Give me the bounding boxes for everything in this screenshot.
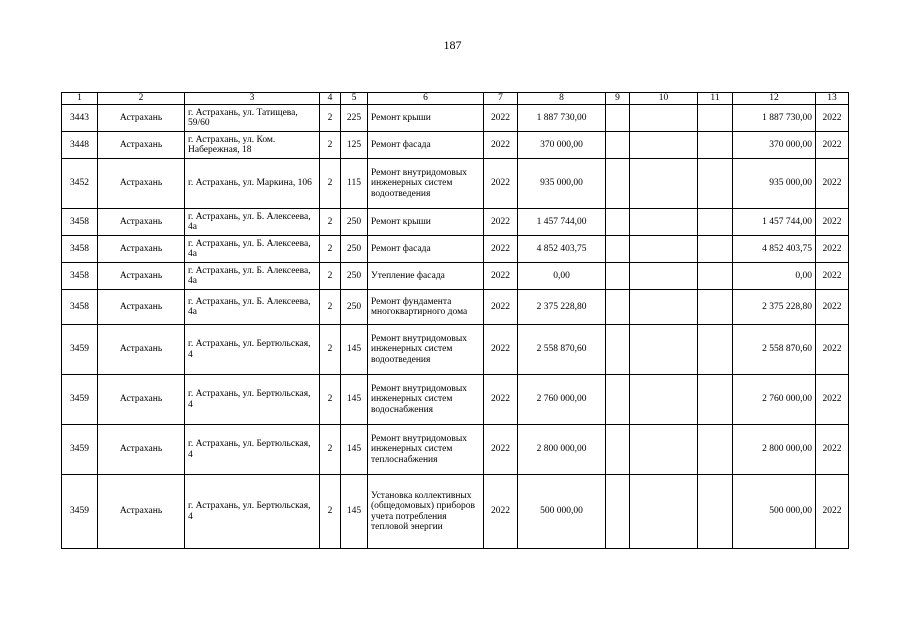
column-header-cell: 12 xyxy=(733,93,816,105)
column-9-cell xyxy=(606,290,630,325)
city-cell: Астрахань xyxy=(98,475,185,549)
completion-year-cell: 2022 xyxy=(816,325,849,375)
completion-year-cell: 2022 xyxy=(816,290,849,325)
column-4-cell: 2 xyxy=(320,209,341,236)
total-cost-cell: 370 000,00 xyxy=(733,132,816,159)
table-row xyxy=(62,325,849,375)
column-10-cell xyxy=(630,236,698,263)
table-row xyxy=(62,290,849,325)
column-11-cell xyxy=(698,475,733,549)
column-4-cell: 2 xyxy=(320,425,341,475)
row-id-cell: 3459 xyxy=(62,425,98,475)
cost-cell: 2 558 870,60 xyxy=(518,325,606,375)
column-9-cell xyxy=(606,132,630,159)
address-cell: г. Астрахань, ул. Б. Алексеева, 4а xyxy=(185,209,320,236)
column-11-cell xyxy=(698,159,733,209)
column-10-cell xyxy=(630,132,698,159)
cost-cell: 500 000,00 xyxy=(518,475,606,549)
cost-cell: 935 000,00 xyxy=(518,159,606,209)
column-4-cell: 2 xyxy=(320,475,341,549)
column-10-cell xyxy=(630,375,698,425)
column-5-cell: 125 xyxy=(341,132,368,159)
column-10-cell xyxy=(630,425,698,475)
column-header-cell: 8 xyxy=(518,93,606,105)
total-cost-cell: 1 457 744,00 xyxy=(733,209,816,236)
city-cell: Астрахань xyxy=(98,236,185,263)
address-cell: г. Астрахань, ул. Б. Алексеева, 4а xyxy=(185,290,320,325)
column-10-cell xyxy=(630,105,698,132)
city-cell: Астрахань xyxy=(98,325,185,375)
column-11-cell xyxy=(698,290,733,325)
address-cell: г. Астрахань, ул. Маркина, 106 xyxy=(185,159,320,209)
year-cell: 2022 xyxy=(484,325,518,375)
table-row xyxy=(62,209,849,236)
total-cost-cell: 4 852 403,75 xyxy=(733,236,816,263)
city-cell: Астрахань xyxy=(98,105,185,132)
work-type-cell: Ремонт фасада xyxy=(368,236,484,263)
work-type-cell: Ремонт фундамента многоквартирного дома xyxy=(368,290,484,325)
work-type-cell: Ремонт крыши xyxy=(368,105,484,132)
column-header-cell: 9 xyxy=(606,93,630,105)
work-type-cell: Ремонт внутридомовых инженерных систем водоснабжения xyxy=(368,375,484,425)
year-cell: 2022 xyxy=(484,105,518,132)
city-cell: Астрахань xyxy=(98,159,185,209)
cost-cell: 0,00 xyxy=(518,263,606,290)
row-id-cell: 3459 xyxy=(62,325,98,375)
year-cell: 2022 xyxy=(484,236,518,263)
total-cost-cell: 935 000,00 xyxy=(733,159,816,209)
column-11-cell xyxy=(698,375,733,425)
completion-year-cell: 2022 xyxy=(816,425,849,475)
city-cell: Астрахань xyxy=(98,263,185,290)
column-header-cell: 4 xyxy=(320,93,341,105)
column-number-header-row xyxy=(62,93,849,105)
year-cell: 2022 xyxy=(484,290,518,325)
column-9-cell xyxy=(606,105,630,132)
city-cell: Астрахань xyxy=(98,425,185,475)
column-9-cell xyxy=(606,425,630,475)
column-10-cell xyxy=(630,475,698,549)
work-type-cell: Ремонт внутридомовых инженерных систем теплоснабжения xyxy=(368,425,484,475)
city-cell: Астрахань xyxy=(98,290,185,325)
column-9-cell xyxy=(606,159,630,209)
page-number: 187 xyxy=(443,38,462,52)
table-row xyxy=(62,236,849,263)
row-id-cell: 3458 xyxy=(62,236,98,263)
completion-year-cell: 2022 xyxy=(816,475,849,549)
column-5-cell: 115 xyxy=(341,159,368,209)
row-id-cell: 3452 xyxy=(62,159,98,209)
column-header-cell: 6 xyxy=(368,93,484,105)
table-row xyxy=(62,375,849,425)
column-header-cell: 7 xyxy=(484,93,518,105)
work-type-cell: Ремонт крыши xyxy=(368,209,484,236)
column-4-cell: 2 xyxy=(320,325,341,375)
table-row xyxy=(62,105,849,132)
row-id-cell: 3458 xyxy=(62,290,98,325)
address-cell: г. Астрахань, ул. Бертюльская, 4 xyxy=(185,425,320,475)
column-11-cell xyxy=(698,236,733,263)
cost-cell: 1 887 730,00 xyxy=(518,105,606,132)
year-cell: 2022 xyxy=(484,209,518,236)
row-id-cell: 3458 xyxy=(62,263,98,290)
completion-year-cell: 2022 xyxy=(816,132,849,159)
table-row xyxy=(62,475,849,549)
row-id-cell: 3448 xyxy=(62,132,98,159)
work-type-cell: Ремонт внутридомовых инженерных систем водоотведения xyxy=(368,325,484,375)
column-10-cell xyxy=(630,290,698,325)
cost-cell: 4 852 403,75 xyxy=(518,236,606,263)
column-4-cell: 2 xyxy=(320,105,341,132)
work-type-cell: Утепление фасада xyxy=(368,263,484,290)
city-cell: Астрахань xyxy=(98,132,185,159)
address-cell: г. Астрахань, ул. Б. Алексеева, 4а xyxy=(185,236,320,263)
year-cell: 2022 xyxy=(484,375,518,425)
completion-year-cell: 2022 xyxy=(816,263,849,290)
column-4-cell: 2 xyxy=(320,236,341,263)
total-cost-cell: 2 760 000,00 xyxy=(733,375,816,425)
column-5-cell: 145 xyxy=(341,475,368,549)
year-cell: 2022 xyxy=(484,425,518,475)
work-type-cell: Ремонт фасада xyxy=(368,132,484,159)
year-cell: 2022 xyxy=(484,263,518,290)
column-4-cell: 2 xyxy=(320,263,341,290)
city-cell: Астрахань xyxy=(98,375,185,425)
column-4-cell: 2 xyxy=(320,132,341,159)
column-9-cell xyxy=(606,236,630,263)
address-cell: г. Астрахань, ул. Бертюльская, 4 xyxy=(185,475,320,549)
column-5-cell: 250 xyxy=(341,290,368,325)
address-cell: г. Астрахань, ул. Бертюльская, 4 xyxy=(185,375,320,425)
column-9-cell xyxy=(606,209,630,236)
work-type-cell: Ремонт внутридомовых инженерных систем водоотведения xyxy=(368,159,484,209)
column-11-cell xyxy=(698,209,733,236)
table-row xyxy=(62,263,849,290)
column-11-cell xyxy=(698,263,733,290)
column-5-cell: 145 xyxy=(341,425,368,475)
cost-cell: 2 760 000,00 xyxy=(518,375,606,425)
year-cell: 2022 xyxy=(484,132,518,159)
column-10-cell xyxy=(630,263,698,290)
column-header-cell: 11 xyxy=(698,93,733,105)
column-header-cell: 13 xyxy=(816,93,849,105)
row-id-cell: 3458 xyxy=(62,209,98,236)
column-4-cell: 2 xyxy=(320,159,341,209)
column-4-cell: 2 xyxy=(320,375,341,425)
column-9-cell xyxy=(606,475,630,549)
table-row xyxy=(62,159,849,209)
column-11-cell xyxy=(698,105,733,132)
address-cell: г. Астрахань, ул. Ком. Набережная, 18 xyxy=(185,132,320,159)
completion-year-cell: 2022 xyxy=(816,209,849,236)
total-cost-cell: 2 558 870,60 xyxy=(733,325,816,375)
column-header-cell: 5 xyxy=(341,93,368,105)
total-cost-cell: 500 000,00 xyxy=(733,475,816,549)
column-11-cell xyxy=(698,132,733,159)
address-cell: г. Астрахань, ул. Бертюльская, 4 xyxy=(185,325,320,375)
column-5-cell: 250 xyxy=(341,263,368,290)
column-5-cell: 225 xyxy=(341,105,368,132)
completion-year-cell: 2022 xyxy=(816,236,849,263)
completion-year-cell: 2022 xyxy=(816,159,849,209)
cost-cell: 2 800 000,00 xyxy=(518,425,606,475)
city-cell: Астрахань xyxy=(98,209,185,236)
column-header-cell: 2 xyxy=(98,93,185,105)
column-5-cell: 250 xyxy=(341,236,368,263)
column-9-cell xyxy=(606,263,630,290)
year-cell: 2022 xyxy=(484,475,518,549)
repair-program-table xyxy=(61,92,849,549)
total-cost-cell: 0,00 xyxy=(733,263,816,290)
row-id-cell: 3459 xyxy=(62,375,98,425)
column-9-cell xyxy=(606,375,630,425)
column-9-cell xyxy=(606,325,630,375)
column-5-cell: 250 xyxy=(341,209,368,236)
year-cell: 2022 xyxy=(484,159,518,209)
row-id-cell: 3443 xyxy=(62,105,98,132)
completion-year-cell: 2022 xyxy=(816,375,849,425)
total-cost-cell: 2 800 000,00 xyxy=(733,425,816,475)
cost-cell: 370 000,00 xyxy=(518,132,606,159)
column-header-cell: 3 xyxy=(185,93,320,105)
completion-year-cell: 2022 xyxy=(816,105,849,132)
row-id-cell: 3459 xyxy=(62,475,98,549)
address-cell: г. Астрахань, ул. Б. Алексеева, 4а xyxy=(185,263,320,290)
total-cost-cell: 1 887 730,00 xyxy=(733,105,816,132)
column-10-cell xyxy=(630,159,698,209)
column-5-cell: 145 xyxy=(341,325,368,375)
column-11-cell xyxy=(698,425,733,475)
column-4-cell: 2 xyxy=(320,290,341,325)
address-cell: г. Астрахань, ул. Татищева, 59/60 xyxy=(185,105,320,132)
column-10-cell xyxy=(630,209,698,236)
column-header-cell: 1 xyxy=(62,93,98,105)
column-header-cell: 10 xyxy=(630,93,698,105)
cost-cell: 1 457 744,00 xyxy=(518,209,606,236)
column-11-cell xyxy=(698,325,733,375)
table-row xyxy=(62,425,849,475)
column-10-cell xyxy=(630,325,698,375)
cost-cell: 2 375 228,80 xyxy=(518,290,606,325)
work-type-cell: Установка коллективных (общедомовых) приборов учета потребления тепловой энергии xyxy=(368,475,484,549)
column-5-cell: 145 xyxy=(341,375,368,425)
table-row xyxy=(62,132,849,159)
total-cost-cell: 2 375 228,80 xyxy=(733,290,816,325)
